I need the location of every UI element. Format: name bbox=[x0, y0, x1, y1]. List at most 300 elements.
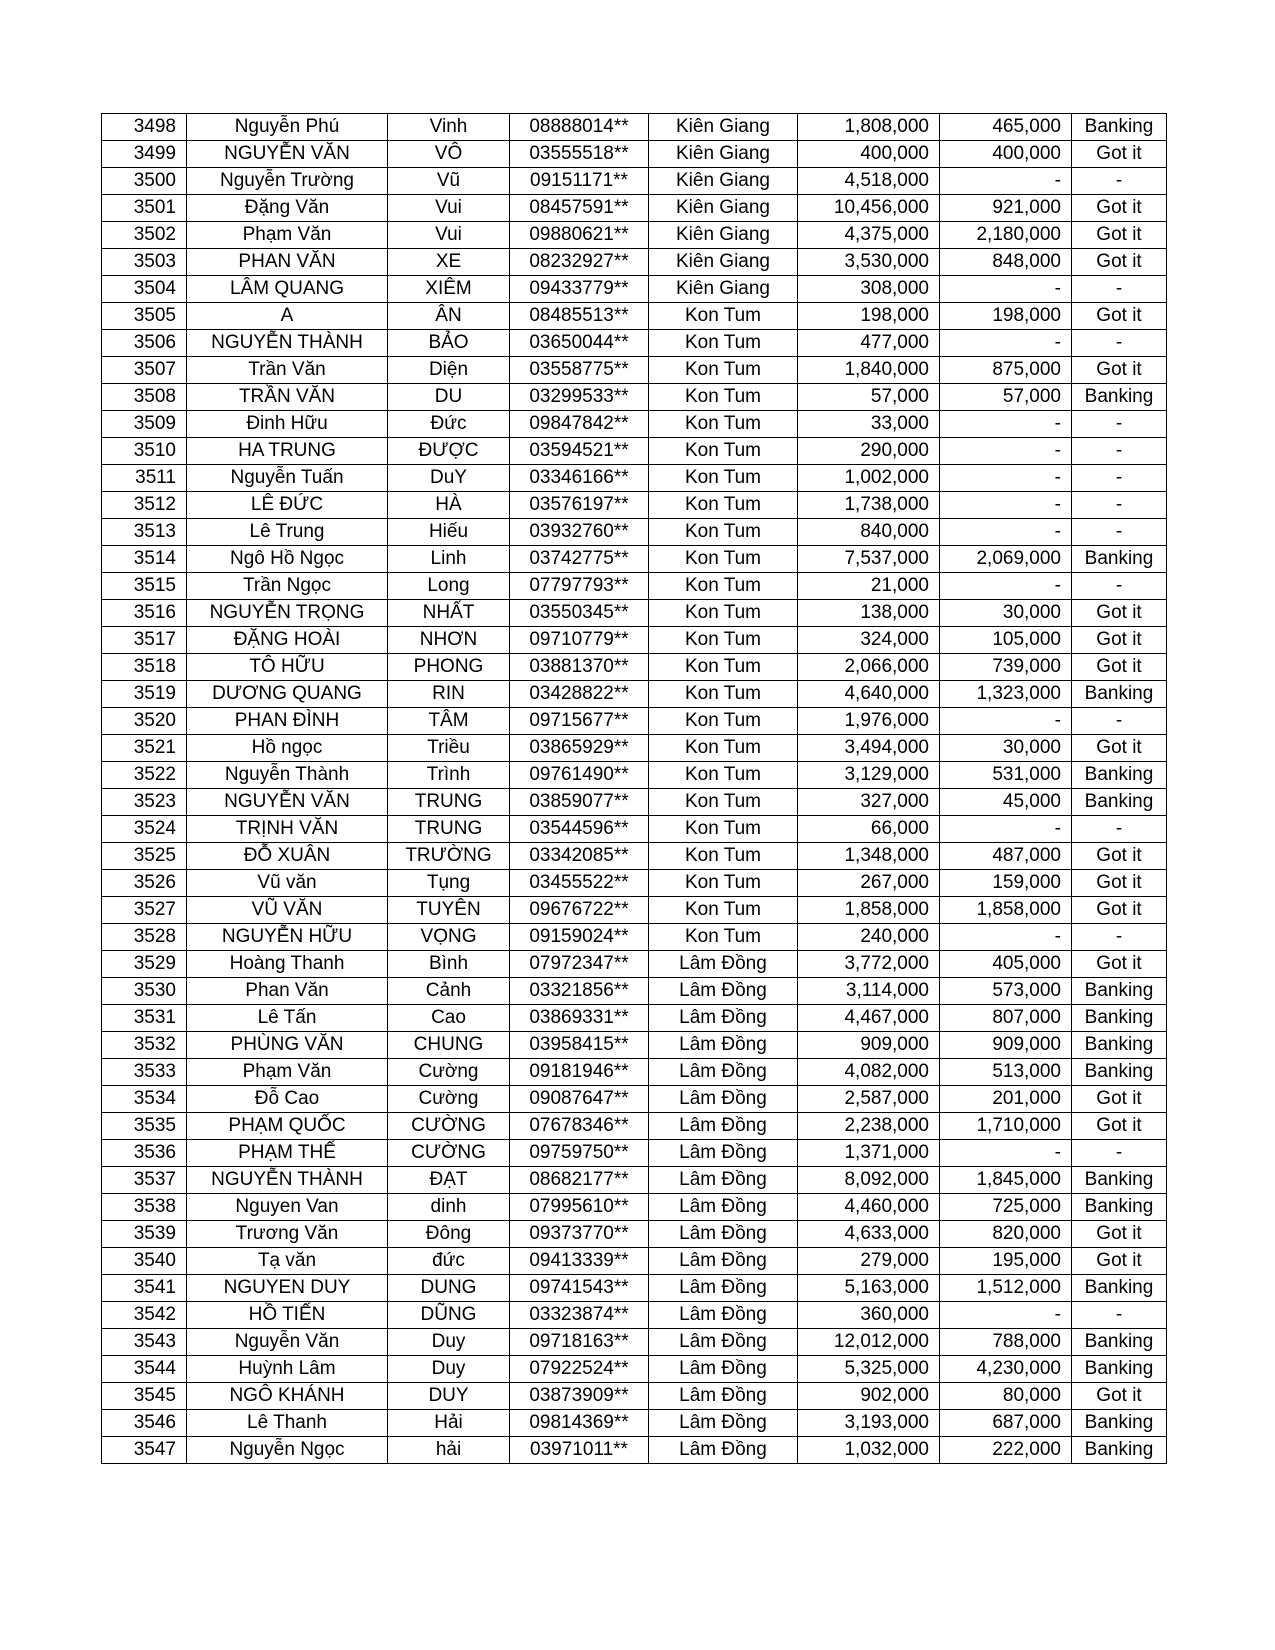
cell-province: Lâm Đồng bbox=[649, 1356, 798, 1383]
cell-phone: 03544596** bbox=[510, 816, 649, 843]
cell-province: Kon Tum bbox=[649, 519, 798, 546]
cell-method: Banking bbox=[1072, 681, 1167, 708]
cell-first-name: DŨNG bbox=[388, 1302, 510, 1329]
cell-method: Banking bbox=[1072, 384, 1167, 411]
cell-paid: 57,000 bbox=[940, 384, 1072, 411]
cell-last-name: Phạm Văn bbox=[187, 222, 388, 249]
cell-id: 3530 bbox=[102, 978, 187, 1005]
cell-first-name: Đông bbox=[388, 1221, 510, 1248]
cell-province: Kiên Giang bbox=[649, 249, 798, 276]
cell-last-name: TRẦN VĂN bbox=[187, 384, 388, 411]
cell-method: Got it bbox=[1072, 1383, 1167, 1410]
cell-province: Lâm Đồng bbox=[649, 1410, 798, 1437]
cell-phone: 03342085** bbox=[510, 843, 649, 870]
cell-phone: 09159024** bbox=[510, 924, 649, 951]
cell-last-name: VŨ VĂN bbox=[187, 897, 388, 924]
cell-paid: 687,000 bbox=[940, 1410, 1072, 1437]
cell-province: Kon Tum bbox=[649, 924, 798, 951]
cell-phone: 09761490** bbox=[510, 762, 649, 789]
cell-first-name: Bình bbox=[388, 951, 510, 978]
cell-province: Kon Tum bbox=[649, 465, 798, 492]
cell-id: 3538 bbox=[102, 1194, 187, 1221]
table-row bbox=[102, 897, 1167, 924]
cell-last-name: PHẠM THẾ bbox=[187, 1140, 388, 1167]
cell-province: Lâm Đồng bbox=[649, 1005, 798, 1032]
cell-phone: 03346166** bbox=[510, 465, 649, 492]
cell-phone: 08682177** bbox=[510, 1167, 649, 1194]
cell-last-name: PHAN ĐÌNH bbox=[187, 708, 388, 735]
cell-first-name: ĐƯỢC bbox=[388, 438, 510, 465]
cell-last-name: DƯƠNG QUANG bbox=[187, 681, 388, 708]
cell-first-name: DUY bbox=[388, 1383, 510, 1410]
cell-province: Kon Tum bbox=[649, 627, 798, 654]
cell-amount: 360,000 bbox=[798, 1302, 940, 1329]
cell-amount: 3,772,000 bbox=[798, 951, 940, 978]
cell-phone: 07972347** bbox=[510, 951, 649, 978]
cell-phone: 03555518** bbox=[510, 141, 649, 168]
cell-method: Got it bbox=[1072, 1248, 1167, 1275]
cell-method: Got it bbox=[1072, 222, 1167, 249]
table-row bbox=[102, 1437, 1167, 1464]
cell-first-name: Cường bbox=[388, 1059, 510, 1086]
cell-amount: 57,000 bbox=[798, 384, 940, 411]
cell-id: 3520 bbox=[102, 708, 187, 735]
table-row bbox=[102, 735, 1167, 762]
cell-phone: 09433779** bbox=[510, 276, 649, 303]
cell-amount: 477,000 bbox=[798, 330, 940, 357]
table-row bbox=[102, 762, 1167, 789]
cell-province: Kon Tum bbox=[649, 654, 798, 681]
cell-amount: 1,840,000 bbox=[798, 357, 940, 384]
cell-id: 3536 bbox=[102, 1140, 187, 1167]
cell-amount: 327,000 bbox=[798, 789, 940, 816]
cell-first-name: NHƠN bbox=[388, 627, 510, 654]
cell-province: Kon Tum bbox=[649, 330, 798, 357]
cell-province: Kon Tum bbox=[649, 789, 798, 816]
table-row bbox=[102, 168, 1167, 195]
table-row bbox=[102, 1140, 1167, 1167]
cell-id: 3508 bbox=[102, 384, 187, 411]
cell-method: Got it bbox=[1072, 1113, 1167, 1140]
cell-paid: - bbox=[940, 1140, 1072, 1167]
cell-method: - bbox=[1072, 330, 1167, 357]
cell-province: Kiên Giang bbox=[649, 168, 798, 195]
cell-amount: 290,000 bbox=[798, 438, 940, 465]
cell-method: Got it bbox=[1072, 1086, 1167, 1113]
cell-phone: 09847842** bbox=[510, 411, 649, 438]
cell-phone: 09718163** bbox=[510, 1329, 649, 1356]
cell-id: 3540 bbox=[102, 1248, 187, 1275]
cell-last-name: Trương Văn bbox=[187, 1221, 388, 1248]
cell-method: Got it bbox=[1072, 843, 1167, 870]
cell-phone: 09710779** bbox=[510, 627, 649, 654]
cell-last-name: NGÔ KHÁNH bbox=[187, 1383, 388, 1410]
cell-phone: 03550345** bbox=[510, 600, 649, 627]
cell-id: 3503 bbox=[102, 249, 187, 276]
cell-province: Lâm Đồng bbox=[649, 1167, 798, 1194]
cell-first-name: RIN bbox=[388, 681, 510, 708]
table-row bbox=[102, 303, 1167, 330]
cell-first-name: TRUNG bbox=[388, 816, 510, 843]
cell-province: Lâm Đồng bbox=[649, 1194, 798, 1221]
cell-province: Kiên Giang bbox=[649, 222, 798, 249]
cell-phone: 07922524** bbox=[510, 1356, 649, 1383]
cell-paid: - bbox=[940, 1302, 1072, 1329]
cell-first-name: Long bbox=[388, 573, 510, 600]
cell-id: 3514 bbox=[102, 546, 187, 573]
cell-amount: 1,976,000 bbox=[798, 708, 940, 735]
cell-phone: 03958415** bbox=[510, 1032, 649, 1059]
table-row bbox=[102, 222, 1167, 249]
cell-province: Kon Tum bbox=[649, 384, 798, 411]
cell-first-name: NHẤT bbox=[388, 600, 510, 627]
cell-last-name: Phan Văn bbox=[187, 978, 388, 1005]
cell-first-name: XE bbox=[388, 249, 510, 276]
cell-id: 3500 bbox=[102, 168, 187, 195]
cell-method: Got it bbox=[1072, 249, 1167, 276]
cell-first-name: DUNG bbox=[388, 1275, 510, 1302]
cell-province: Kon Tum bbox=[649, 438, 798, 465]
cell-paid: - bbox=[940, 330, 1072, 357]
cell-method: - bbox=[1072, 1302, 1167, 1329]
cell-paid: 30,000 bbox=[940, 600, 1072, 627]
cell-id: 3523 bbox=[102, 789, 187, 816]
cell-paid: 788,000 bbox=[940, 1329, 1072, 1356]
cell-province: Kiên Giang bbox=[649, 141, 798, 168]
cell-paid: - bbox=[940, 276, 1072, 303]
cell-phone: 09087647** bbox=[510, 1086, 649, 1113]
cell-id: 3528 bbox=[102, 924, 187, 951]
cell-id: 3527 bbox=[102, 897, 187, 924]
cell-province: Kon Tum bbox=[649, 492, 798, 519]
cell-last-name: Nguyễn Trường bbox=[187, 168, 388, 195]
cell-method: Got it bbox=[1072, 951, 1167, 978]
cell-id: 3501 bbox=[102, 195, 187, 222]
cell-last-name: A bbox=[187, 303, 388, 330]
cell-first-name: DuY bbox=[388, 465, 510, 492]
cell-amount: 138,000 bbox=[798, 600, 940, 627]
cell-method: Got it bbox=[1072, 357, 1167, 384]
cell-last-name: Đỗ Cao bbox=[187, 1086, 388, 1113]
cell-amount: 10,456,000 bbox=[798, 195, 940, 222]
cell-paid: 2,069,000 bbox=[940, 546, 1072, 573]
cell-province: Lâm Đồng bbox=[649, 1032, 798, 1059]
cell-phone: 03742775** bbox=[510, 546, 649, 573]
cell-first-name: Đức bbox=[388, 411, 510, 438]
cell-phone: 09676722** bbox=[510, 897, 649, 924]
cell-phone: 09880621** bbox=[510, 222, 649, 249]
table-row bbox=[102, 384, 1167, 411]
cell-phone: 08888014** bbox=[510, 114, 649, 141]
cell-first-name: TÂM bbox=[388, 708, 510, 735]
cell-id: 3502 bbox=[102, 222, 187, 249]
cell-id: 3537 bbox=[102, 1167, 187, 1194]
cell-amount: 1,738,000 bbox=[798, 492, 940, 519]
cell-first-name: TUYÊN bbox=[388, 897, 510, 924]
cell-paid: - bbox=[940, 492, 1072, 519]
cell-phone: 03869331** bbox=[510, 1005, 649, 1032]
table-row bbox=[102, 789, 1167, 816]
cell-paid: 45,000 bbox=[940, 789, 1072, 816]
cell-province: Kiên Giang bbox=[649, 276, 798, 303]
cell-first-name: Cao bbox=[388, 1005, 510, 1032]
cell-id: 3511 bbox=[102, 465, 187, 492]
table-row bbox=[102, 411, 1167, 438]
cell-paid: 1,512,000 bbox=[940, 1275, 1072, 1302]
cell-phone: 03558775** bbox=[510, 357, 649, 384]
cell-province: Lâm Đồng bbox=[649, 1329, 798, 1356]
cell-last-name: Lê Thanh bbox=[187, 1410, 388, 1437]
cell-phone: 03321856** bbox=[510, 978, 649, 1005]
cell-id: 3517 bbox=[102, 627, 187, 654]
cell-phone: 03455522** bbox=[510, 870, 649, 897]
cell-method: Banking bbox=[1072, 789, 1167, 816]
cell-province: Lâm Đồng bbox=[649, 1113, 798, 1140]
cell-method: - bbox=[1072, 708, 1167, 735]
cell-last-name: Trần Ngọc bbox=[187, 573, 388, 600]
cell-method: Banking bbox=[1072, 1032, 1167, 1059]
cell-province: Kon Tum bbox=[649, 816, 798, 843]
cell-id: 3516 bbox=[102, 600, 187, 627]
cell-phone: 08457591** bbox=[510, 195, 649, 222]
cell-method: - bbox=[1072, 1140, 1167, 1167]
cell-paid: 725,000 bbox=[940, 1194, 1072, 1221]
cell-province: Lâm Đồng bbox=[649, 1437, 798, 1464]
cell-id: 3506 bbox=[102, 330, 187, 357]
cell-last-name: NGUYỄN HỮU bbox=[187, 924, 388, 951]
cell-last-name: TÔ HỮU bbox=[187, 654, 388, 681]
cell-last-name: NGUYỄN VĂN bbox=[187, 141, 388, 168]
table-row bbox=[102, 519, 1167, 546]
cell-amount: 3,494,000 bbox=[798, 735, 940, 762]
cell-id: 3519 bbox=[102, 681, 187, 708]
cell-last-name: HỒ TIẾN bbox=[187, 1302, 388, 1329]
cell-province: Kon Tum bbox=[649, 708, 798, 735]
cell-amount: 21,000 bbox=[798, 573, 940, 600]
cell-first-name: Linh bbox=[388, 546, 510, 573]
cell-phone: 03873909** bbox=[510, 1383, 649, 1410]
cell-amount: 400,000 bbox=[798, 141, 940, 168]
cell-paid: - bbox=[940, 411, 1072, 438]
cell-method: Got it bbox=[1072, 654, 1167, 681]
cell-method: - bbox=[1072, 465, 1167, 492]
cell-amount: 1,371,000 bbox=[798, 1140, 940, 1167]
cell-province: Kon Tum bbox=[649, 546, 798, 573]
cell-method: Got it bbox=[1072, 627, 1167, 654]
cell-province: Kon Tum bbox=[649, 357, 798, 384]
cell-paid: - bbox=[940, 816, 1072, 843]
cell-province: Lâm Đồng bbox=[649, 1140, 798, 1167]
cell-amount: 33,000 bbox=[798, 411, 940, 438]
cell-id: 3542 bbox=[102, 1302, 187, 1329]
cell-first-name: Duy bbox=[388, 1356, 510, 1383]
cell-province: Lâm Đồng bbox=[649, 1059, 798, 1086]
cell-id: 3518 bbox=[102, 654, 187, 681]
cell-paid: 405,000 bbox=[940, 951, 1072, 978]
cell-method: Got it bbox=[1072, 141, 1167, 168]
cell-first-name: PHONG bbox=[388, 654, 510, 681]
cell-amount: 1,348,000 bbox=[798, 843, 940, 870]
cell-amount: 308,000 bbox=[798, 276, 940, 303]
cell-paid: 573,000 bbox=[940, 978, 1072, 1005]
cell-paid: 820,000 bbox=[940, 1221, 1072, 1248]
cell-method: Got it bbox=[1072, 1221, 1167, 1248]
cell-id: 3543 bbox=[102, 1329, 187, 1356]
cell-first-name: BẢO bbox=[388, 330, 510, 357]
cell-last-name: NGUYEN DUY bbox=[187, 1275, 388, 1302]
cell-paid: - bbox=[940, 924, 1072, 951]
table-row bbox=[102, 195, 1167, 222]
cell-first-name: HÀ bbox=[388, 492, 510, 519]
table-row bbox=[102, 330, 1167, 357]
cell-method: - bbox=[1072, 924, 1167, 951]
cell-first-name: VỌNG bbox=[388, 924, 510, 951]
cell-id: 3531 bbox=[102, 1005, 187, 1032]
cell-first-name: CƯỜNG bbox=[388, 1140, 510, 1167]
cell-last-name: PHAN VĂN bbox=[187, 249, 388, 276]
cell-id: 3544 bbox=[102, 1356, 187, 1383]
cell-phone: 07995610** bbox=[510, 1194, 649, 1221]
cell-method: Got it bbox=[1072, 303, 1167, 330]
cell-method: Banking bbox=[1072, 1356, 1167, 1383]
cell-amount: 66,000 bbox=[798, 816, 940, 843]
table-row bbox=[102, 951, 1167, 978]
cell-province: Kon Tum bbox=[649, 897, 798, 924]
cell-amount: 267,000 bbox=[798, 870, 940, 897]
cell-province: Kon Tum bbox=[649, 411, 798, 438]
cell-first-name: dinh bbox=[388, 1194, 510, 1221]
cell-method: Banking bbox=[1072, 1194, 1167, 1221]
cell-first-name: Trình bbox=[388, 762, 510, 789]
cell-province: Kon Tum bbox=[649, 681, 798, 708]
cell-method: Banking bbox=[1072, 1410, 1167, 1437]
cell-amount: 1,858,000 bbox=[798, 897, 940, 924]
cell-id: 3539 bbox=[102, 1221, 187, 1248]
cell-first-name: XIÊM bbox=[388, 276, 510, 303]
cell-amount: 279,000 bbox=[798, 1248, 940, 1275]
cell-paid: - bbox=[940, 168, 1072, 195]
cell-last-name: PHẠM QUỐC bbox=[187, 1113, 388, 1140]
cell-first-name: Diện bbox=[388, 357, 510, 384]
cell-paid: 105,000 bbox=[940, 627, 1072, 654]
cell-amount: 2,238,000 bbox=[798, 1113, 940, 1140]
cell-phone: 03971011** bbox=[510, 1437, 649, 1464]
cell-paid: 875,000 bbox=[940, 357, 1072, 384]
cell-first-name: ĐẠT bbox=[388, 1167, 510, 1194]
cell-paid: 201,000 bbox=[940, 1086, 1072, 1113]
cell-method: - bbox=[1072, 168, 1167, 195]
cell-phone: 09814369** bbox=[510, 1410, 649, 1437]
cell-id: 3499 bbox=[102, 141, 187, 168]
cell-id: 3521 bbox=[102, 735, 187, 762]
cell-method: Banking bbox=[1072, 1059, 1167, 1086]
table-row bbox=[102, 681, 1167, 708]
cell-amount: 909,000 bbox=[798, 1032, 940, 1059]
cell-amount: 4,518,000 bbox=[798, 168, 940, 195]
cell-paid: 198,000 bbox=[940, 303, 1072, 330]
cell-phone: 08485513** bbox=[510, 303, 649, 330]
cell-method: - bbox=[1072, 816, 1167, 843]
cell-first-name: Triều bbox=[388, 735, 510, 762]
cell-amount: 3,193,000 bbox=[798, 1410, 940, 1437]
cell-paid: 4,230,000 bbox=[940, 1356, 1072, 1383]
cell-paid: 400,000 bbox=[940, 141, 1072, 168]
cell-method: - bbox=[1072, 573, 1167, 600]
table-body bbox=[102, 114, 1167, 1464]
cell-last-name: Nguyen Van bbox=[187, 1194, 388, 1221]
cell-id: 3541 bbox=[102, 1275, 187, 1302]
cell-province: Kon Tum bbox=[649, 600, 798, 627]
cell-province: Kon Tum bbox=[649, 303, 798, 330]
cell-phone: 09741543** bbox=[510, 1275, 649, 1302]
cell-last-name: Lê Trung bbox=[187, 519, 388, 546]
cell-first-name: ÂN bbox=[388, 303, 510, 330]
cell-id: 3498 bbox=[102, 114, 187, 141]
table-row bbox=[102, 546, 1167, 573]
cell-province: Kon Tum bbox=[649, 843, 798, 870]
cell-paid: 1,858,000 bbox=[940, 897, 1072, 924]
cell-phone: 09759750** bbox=[510, 1140, 649, 1167]
cell-paid: - bbox=[940, 519, 1072, 546]
cell-phone: 09413339** bbox=[510, 1248, 649, 1275]
cell-id: 3525 bbox=[102, 843, 187, 870]
table-row bbox=[102, 1275, 1167, 1302]
cell-id: 3505 bbox=[102, 303, 187, 330]
cell-first-name: VÔ bbox=[388, 141, 510, 168]
cell-method: Got it bbox=[1072, 897, 1167, 924]
cell-last-name: Ngô Hồ Ngọc bbox=[187, 546, 388, 573]
table-row bbox=[102, 438, 1167, 465]
cell-method: Got it bbox=[1072, 870, 1167, 897]
cell-phone: 09151171** bbox=[510, 168, 649, 195]
cell-id: 3507 bbox=[102, 357, 187, 384]
cell-amount: 840,000 bbox=[798, 519, 940, 546]
cell-paid: 195,000 bbox=[940, 1248, 1072, 1275]
cell-amount: 5,325,000 bbox=[798, 1356, 940, 1383]
table-row bbox=[102, 1248, 1167, 1275]
cell-last-name: Tạ văn bbox=[187, 1248, 388, 1275]
table-row bbox=[102, 1329, 1167, 1356]
cell-paid: 921,000 bbox=[940, 195, 1072, 222]
cell-paid: 848,000 bbox=[940, 249, 1072, 276]
cell-method: Banking bbox=[1072, 114, 1167, 141]
cell-province: Lâm Đồng bbox=[649, 1275, 798, 1302]
cell-phone: 03650044** bbox=[510, 330, 649, 357]
cell-method: Banking bbox=[1072, 1437, 1167, 1464]
cell-first-name: đức bbox=[388, 1248, 510, 1275]
cell-last-name: Đinh Hữu bbox=[187, 411, 388, 438]
cell-method: Got it bbox=[1072, 735, 1167, 762]
cell-first-name: Cảnh bbox=[388, 978, 510, 1005]
cell-id: 3504 bbox=[102, 276, 187, 303]
cell-phone: 03865929** bbox=[510, 735, 649, 762]
table-row bbox=[102, 1167, 1167, 1194]
cell-amount: 3,129,000 bbox=[798, 762, 940, 789]
cell-paid: 531,000 bbox=[940, 762, 1072, 789]
table-row bbox=[102, 357, 1167, 384]
table-row bbox=[102, 1356, 1167, 1383]
cell-method: - bbox=[1072, 276, 1167, 303]
cell-method: - bbox=[1072, 519, 1167, 546]
cell-first-name: CHUNG bbox=[388, 1032, 510, 1059]
cell-id: 3546 bbox=[102, 1410, 187, 1437]
cell-amount: 1,032,000 bbox=[798, 1437, 940, 1464]
table-row bbox=[102, 249, 1167, 276]
cell-last-name: Lê Tấn bbox=[187, 1005, 388, 1032]
cell-last-name: LÊ ĐỨC bbox=[187, 492, 388, 519]
cell-phone: 03428822** bbox=[510, 681, 649, 708]
cell-paid: - bbox=[940, 573, 1072, 600]
